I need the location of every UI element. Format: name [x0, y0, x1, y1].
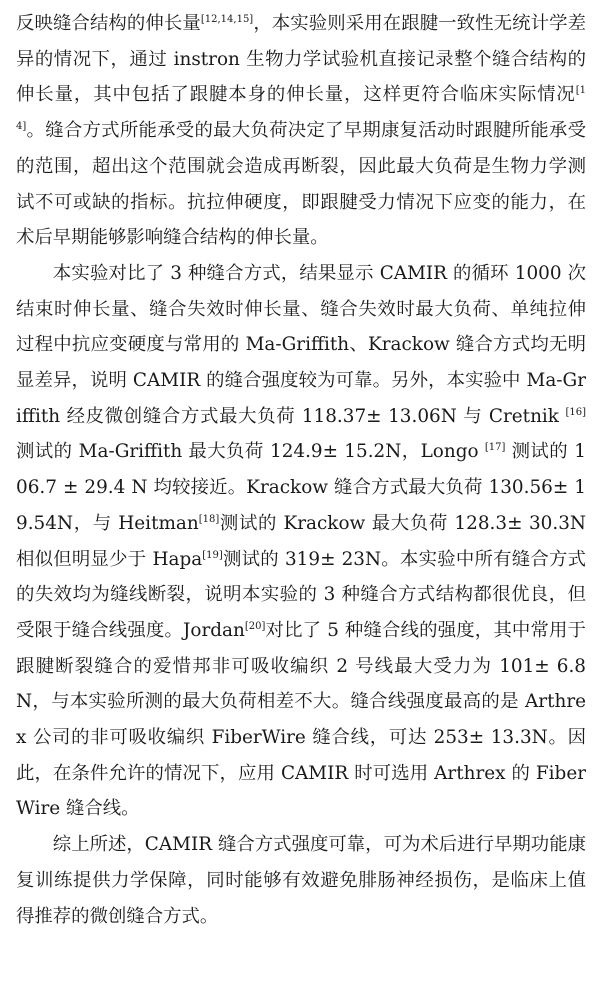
paragraph-3 [16, 827, 586, 934]
paragraph-text: 测试的 106.7 ± 29.4 N 均较接近。Krackow 缝合方式最大负荷 130.56± 19.54N，与 Heitman [16, 441, 586, 534]
paragraph-text: 测试的 Ma-Griffith 最大负荷 124.9± 15.2N，Longo [16, 441, 485, 463]
paragraph-text: 反映缝合结构的伸长量 [16, 13, 201, 34]
paragraph-text: ，本实验则采用在跟腱一致性无统计学差异的情况下，通过 instron 生物力学试验机直接记录整个缝合结构的伸长量，其中包括了跟腱本身的伸长量，这样更符合临床实际情况 [16, 13, 586, 106]
citation-ref: [12,14,15] [200, 13, 254, 25]
citation-ref: [14] [16, 85, 586, 132]
paragraph-text: 综上所述，CAMIR 缝合方式强度可靠，可为术后进行早期功能康复训练提供力学保障，同时能够有效避免腓肠神经损伤，是临床上值得推荐的微创缝合方式。 [16, 834, 586, 927]
citation-ref: [18] [198, 513, 220, 525]
citation-ref: [17] [484, 442, 506, 454]
paragraph-text: 测试的 319± 23N。本实验中所有缝合方式的失效均为缝线断裂，说明本实验的 3 种缝合方式结构都很优良，但受限于缝合线强度。Jordan [16, 548, 586, 641]
citation-ref: [16] [565, 406, 586, 418]
paragraph-text: 本实验对比了 3 种缝合方式，结果显示 CAMIR 的循环 1000 次结束时伸长量、缝合失效时伸长量、缝合失效时最大负荷、单纯拉伸过程中抗应变硬度与常用的 Ma-Griffith、Krackow 缝合方式均无明显差异，说明 CAMIR 的缝合强度较为可靠。另外，本实验中 Ma-Griffith 经皮微创缝合方式最大负荷 118.37± 13.06N 与 Cretnik [16, 262, 586, 427]
citation-ref: [19] [202, 549, 223, 561]
paragraph-text: 对比了 5 种缝合线的强度，其中常用于跟腱断裂缝合的爱惜邦非可吸收编织 2 号线最大受力为 101± 6.8N，与本实验所测的最大负荷相差不大。缝合线强度最高的是 Arthrex 公司的非可吸收编织 FiberWire 缝合线，可达 253± 13.3N。因此，在条件允许的情况下，应用 CAMIR 时可选用 Arthrex 的 FiberWire 缝合线。 [16, 619, 586, 820]
paragraph-text: 测试的 Krackow 最大负荷 128.3± 30.3N 相似但明显少于 Hapa [16, 512, 587, 570]
citation-ref: [20] [244, 620, 266, 632]
paragraph-2 [16, 256, 586, 827]
paragraph-text: 。缝合方式所能承受的最大负荷决定了早期康复活动时跟腱所能承受的范围，超出这个范围就会造成再断裂，因此最大负荷是生物力学测试不可或缺的指标。抗拉伸硬度，即跟腱受力情况下应变的能力，在术后早期能够影响缝合结构的伸长量。 [16, 120, 586, 249]
paragraph-1 [16, 6, 586, 256]
